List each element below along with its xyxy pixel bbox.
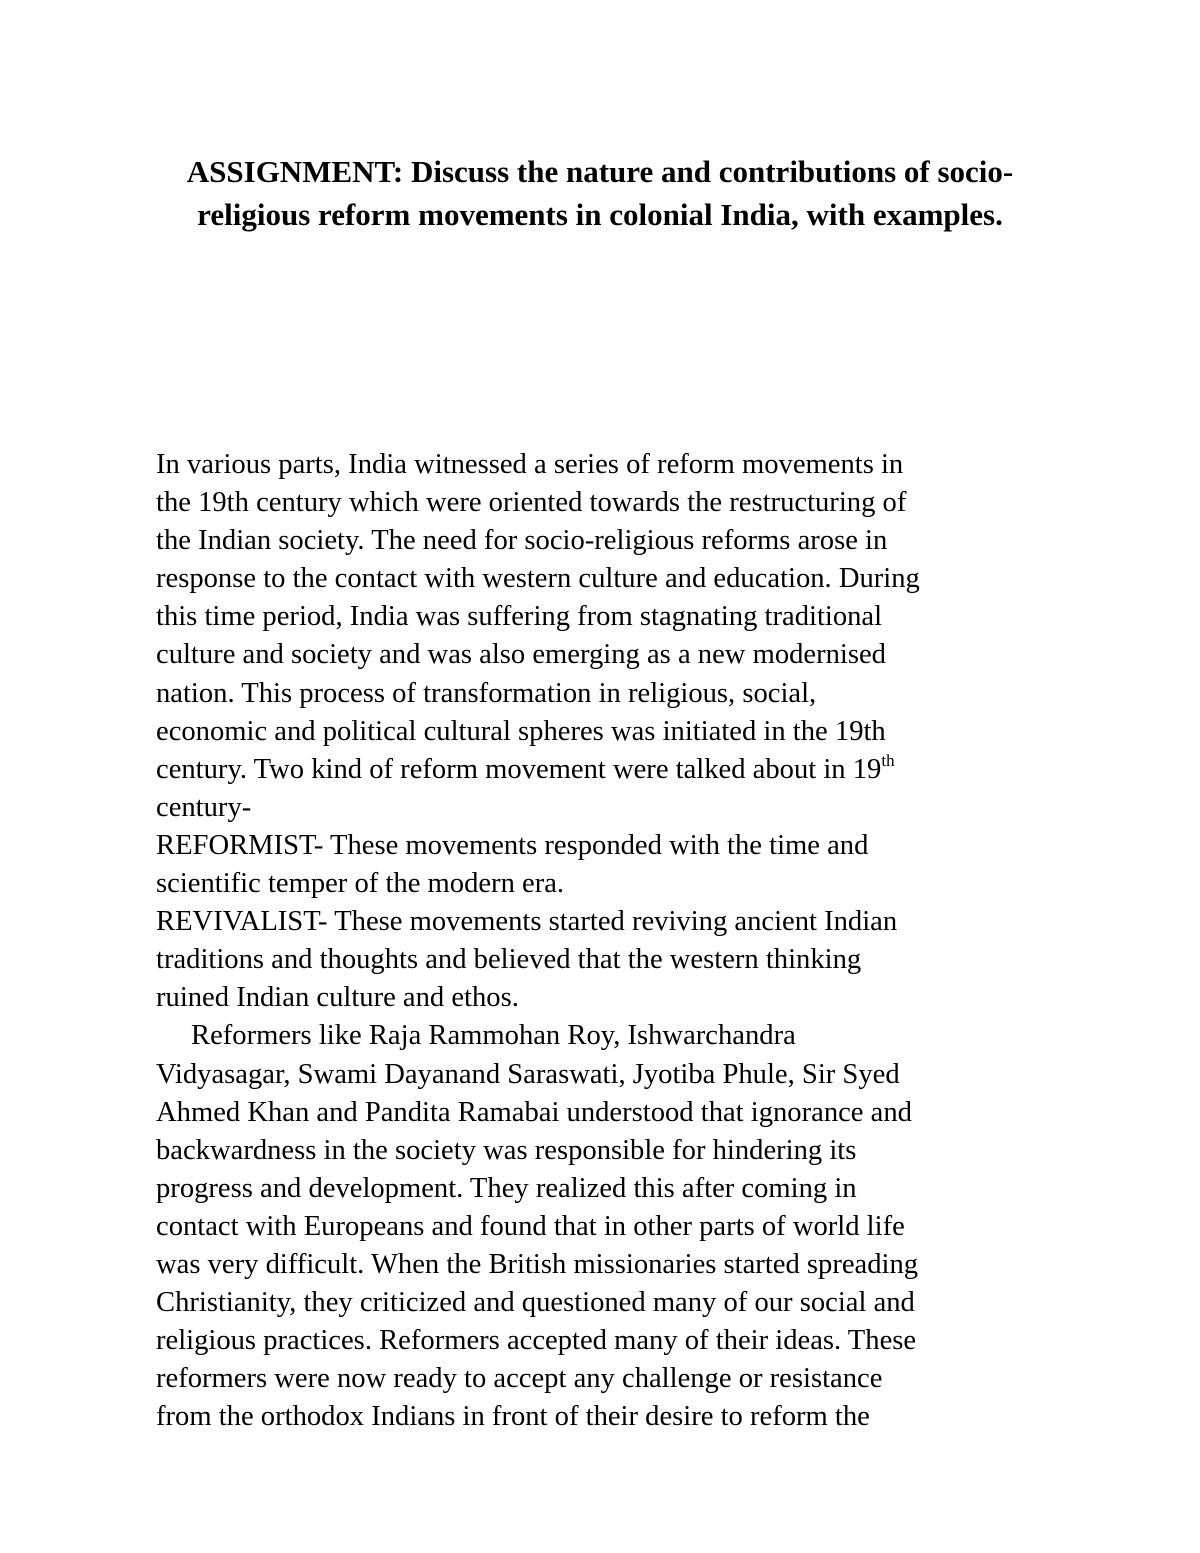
text-line: scientific temper of the modern era. bbox=[156, 868, 565, 900]
text-line: contact with Europeans and found that in other parts of world life bbox=[156, 1210, 905, 1242]
text-line: the Indian society. The need for socio-religious reforms arose in bbox=[156, 525, 888, 557]
assignment-title: ASSIGNMENT: Discuss the nature and contributions of socio-religious reform movements in colonial India, with examples. bbox=[186, 154, 1014, 232]
text-line: the 19th century which were oriented towards the restructuring of bbox=[156, 487, 907, 519]
text-line: nation. This process of transformation in religious, social, bbox=[156, 677, 817, 709]
text-line: Christianity, they criticized and questioned many of our social and bbox=[156, 1287, 915, 1319]
text-line: backwardness in the society was responsible for hindering its bbox=[156, 1134, 857, 1166]
text-line: culture and society and was also emerging as a new modernised bbox=[156, 639, 886, 671]
text-line: century- bbox=[156, 791, 252, 823]
superscript-th: th bbox=[881, 750, 895, 770]
reformist-line: REFORMIST- These movements responded with the time and bbox=[156, 829, 869, 861]
text-line: was very difficult. When the British missionaries started spreading bbox=[156, 1248, 919, 1280]
revivalist-line: REVIVALIST- These movements started reviving ancient Indian bbox=[156, 906, 898, 938]
text-line: Vidyasagar, Swami Dayanand Saraswati, Jyotiba Phule, Sir Syed bbox=[156, 1058, 900, 1090]
text-line: Ahmed Khan and Pandita Ramabai understood that ignorance and bbox=[156, 1096, 912, 1128]
text-line: this time period, India was suffering from stagnating traditional bbox=[156, 601, 883, 633]
paragraph-start-line: Reformers like Raja Rammohan Roy, Ishwarchandra bbox=[191, 1020, 796, 1052]
body-text bbox=[156, 446, 1056, 1436]
text-line: economic and political cultural spheres was initiated in the 19th bbox=[156, 715, 886, 747]
text-line: religious practices. Reformers accepted many of their ideas. These bbox=[156, 1325, 917, 1357]
text-line: progress and development. They realized this after coming in bbox=[156, 1172, 857, 1204]
text-line: from the orthodox Indians in front of their desire to reform the bbox=[156, 1401, 870, 1433]
text-line: response to the contact with western culture and education. During bbox=[156, 563, 920, 595]
text-line: reformers were now ready to accept any challenge or resistance bbox=[156, 1363, 883, 1395]
text-line: In various parts, India witnessed a series of reform movements in bbox=[156, 449, 904, 480]
text-line-with-superscript bbox=[156, 751, 1056, 789]
text-line: ruined Indian culture and ethos. bbox=[156, 982, 519, 1014]
text-line: traditions and thoughts and believed that the western thinking bbox=[156, 944, 862, 976]
text-line-content: century. Two kind of reform movement were talked about in 19 bbox=[156, 753, 882, 785]
